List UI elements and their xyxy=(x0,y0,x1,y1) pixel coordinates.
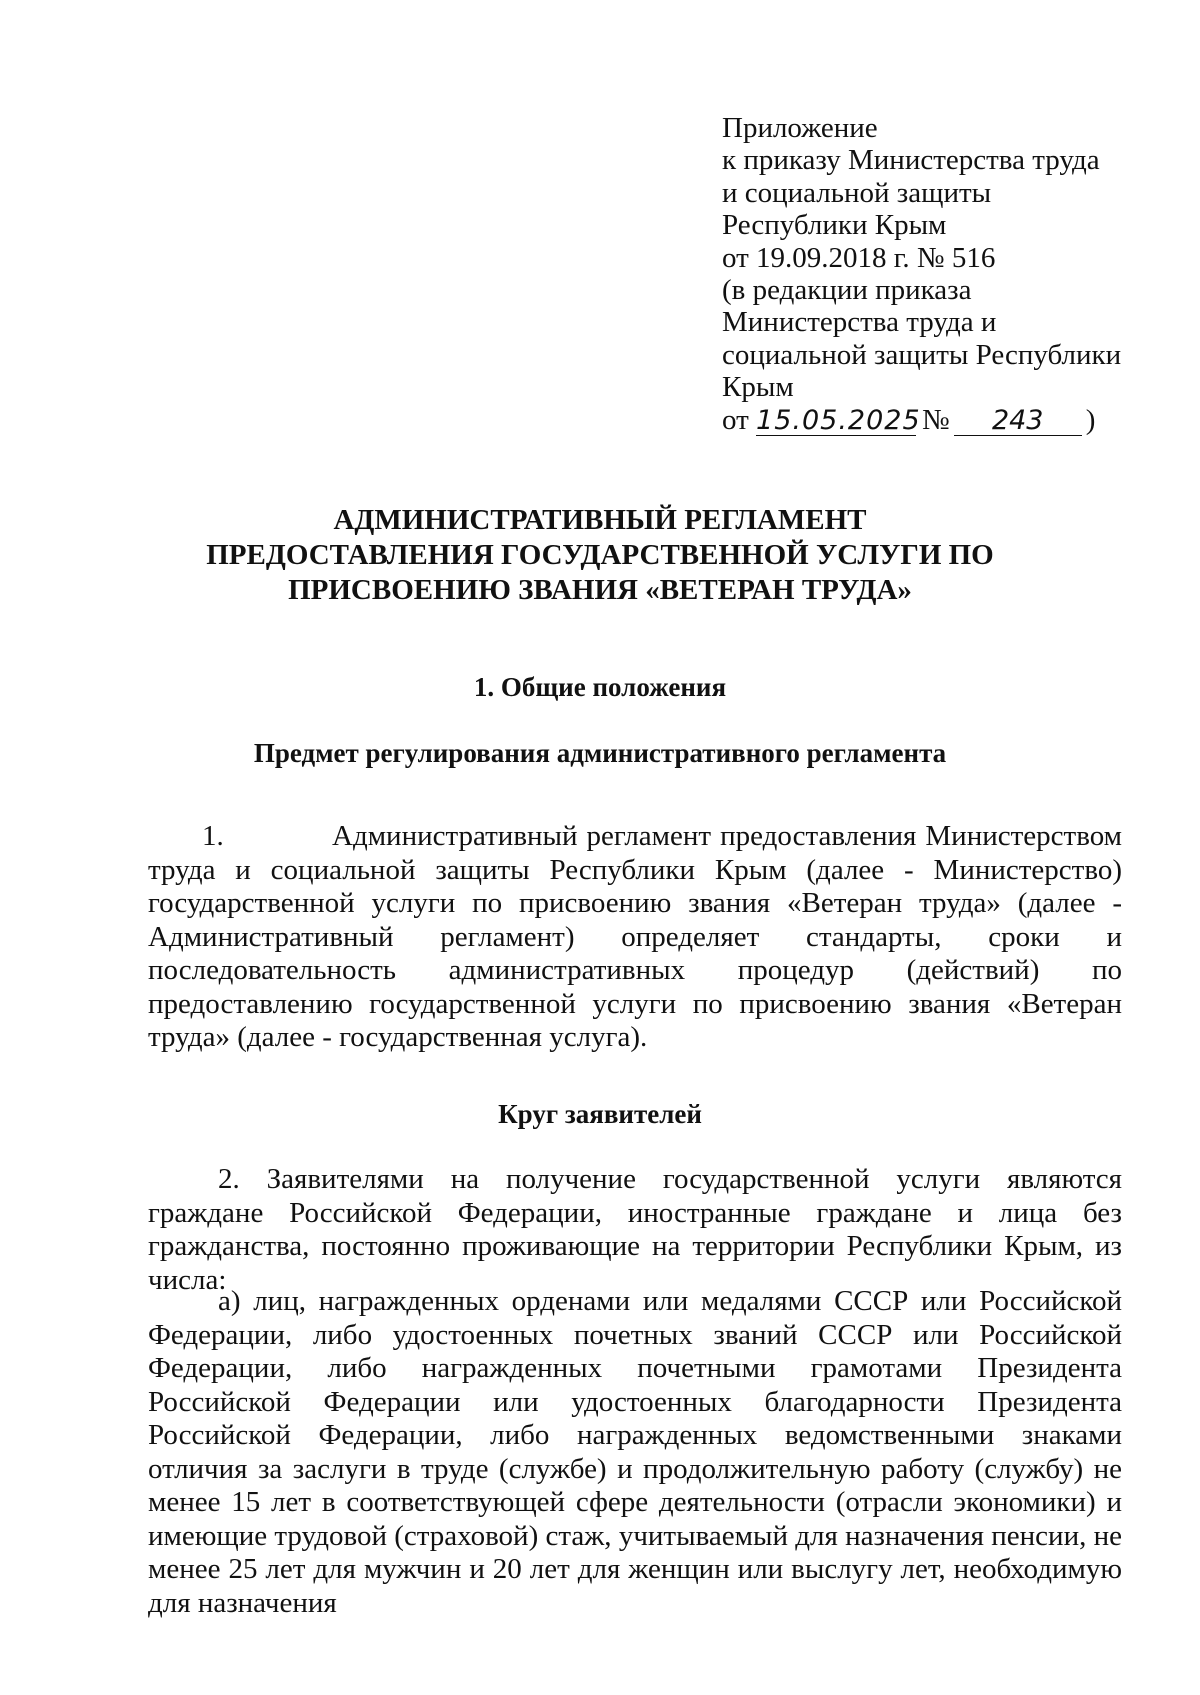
subject-heading: Предмет регулирования административного регламента xyxy=(253,738,947,768)
applicants-heading: Круг заявителей xyxy=(498,1099,702,1129)
annex-line: Министерства труда и xyxy=(722,306,997,339)
document-title xyxy=(0,503,1200,608)
paragraph-a: а) лиц, награжденных орденами или медалями СССР или Российской Федерации, либо удостоенных почетных званий СССР или Российской Федерации, либо награжденных почетными грамотами Президента Российской Федерации или удостоенных благодарности Президента Российской Федерации, либо награжденных ведомственными знаками отличия за заслуги в труде (службе) и продолжительную работу (службу) не менее 15 лет в соответствующей сфере деятельности (отрасли экономики) и имеющие трудовой (страховой) стаж, учитываемый для назначения пенсии, не менее 25 лет для мужчин и 20 лет для женщин или выслугу лет, необходимую для назначения xyxy=(148,1285,1122,1619)
annex-line: Приложение xyxy=(722,112,878,144)
closing-paren: ) xyxy=(1085,403,1096,436)
title-line: АДМИНИСТРАТИВНЫЙ РЕГЛАМЕНТ xyxy=(333,504,867,536)
title-line: ПРИСВОЕНИЮ ЗВАНИЯ «ВЕТЕРАН ТРУДА» xyxy=(288,574,912,606)
annex-line: (в редакции приказа xyxy=(722,274,972,307)
section-heading: 1. Общие положения xyxy=(473,672,727,702)
annex-line: социальной защиты Республики xyxy=(722,338,1122,371)
from-prefix: от xyxy=(722,403,749,436)
handwritten-number: 243 xyxy=(954,407,1082,436)
annex-line: от 19.09.2018 г. № 516 xyxy=(722,241,996,274)
amendment-date-line xyxy=(722,404,1142,436)
annex-line: и социальной защиты xyxy=(722,176,992,209)
annex-line: Республики Крым xyxy=(722,209,947,242)
annex-block xyxy=(722,112,1142,436)
paragraph-number: 1. xyxy=(202,820,224,852)
annex-line: Крым xyxy=(722,371,794,404)
paragraph-2: 2. Заявителями на получение государственной услуги являются граждане Российской Федерации, иностранные граждане и лица без гражданства, постоянно проживающие на территории Республики Крым, из числа: xyxy=(148,1163,1122,1296)
annex-line: к приказу Министерства труда xyxy=(722,144,1100,177)
paragraph-1 xyxy=(148,820,1122,1055)
title-line: ПРЕДОСТАВЛЕНИЯ ГОСУДАРСТВЕННОЙ УСЛУГИ ПО xyxy=(206,539,994,571)
handwritten-date: 15.05.2025 xyxy=(756,404,921,436)
paragraph-1-text: Административный регламент предоставления Министерством труда и социальной защиты Республики Крым (далее - Министерство) государственной услуги по присвоению звания «Ветеран труда» (далее - Административный регламент) определяет стандарты, сроки и последовательность административных процедур (действий) по предоставлению государственной услуги по присвоению звания «Ветеран труда» (далее - государственная услуга). xyxy=(148,820,1122,1053)
number-sign: № xyxy=(922,403,950,436)
